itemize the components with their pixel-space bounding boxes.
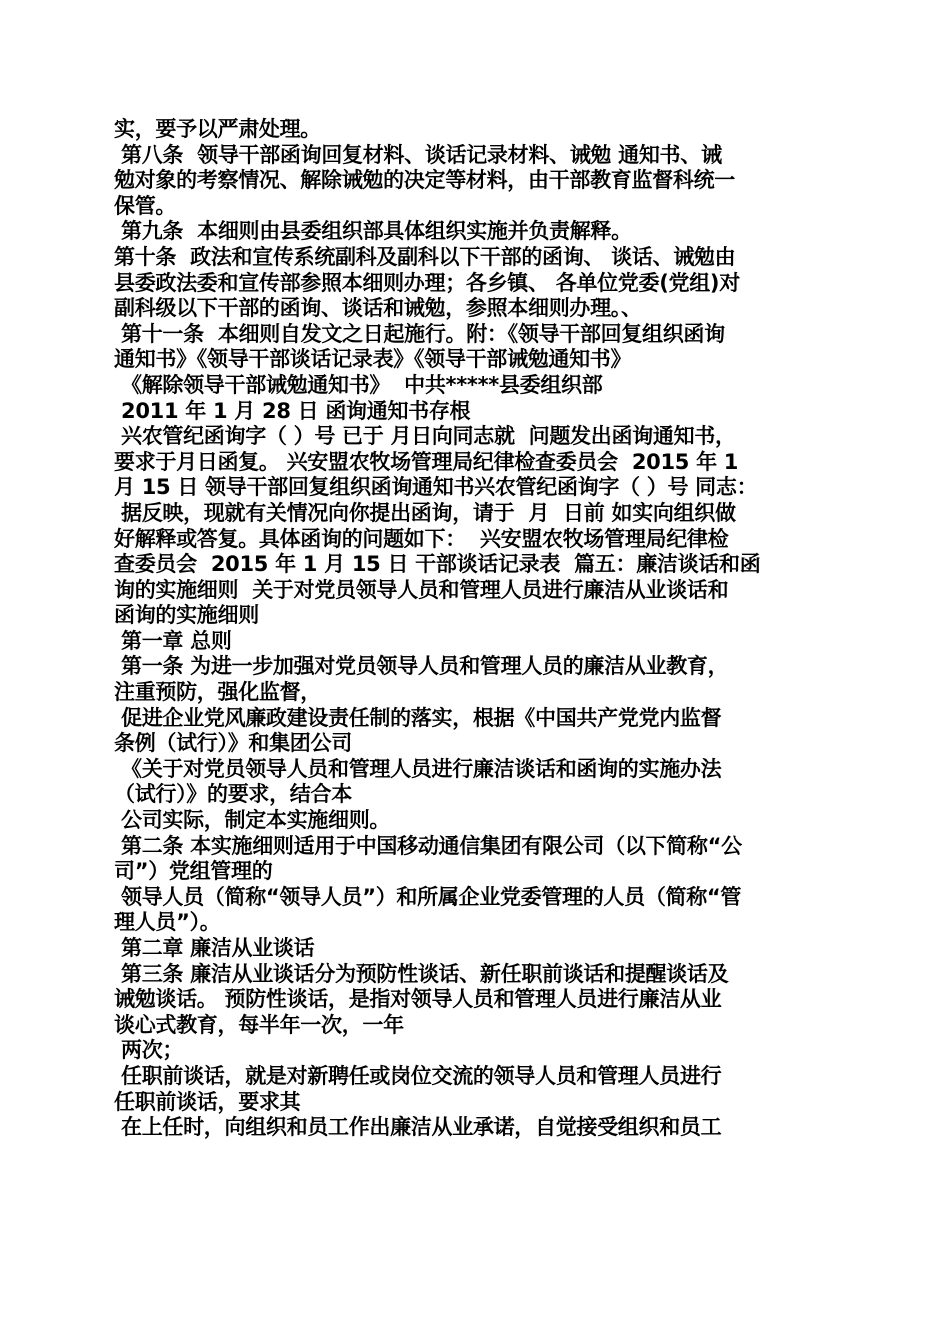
text-line: 注重预防，强化监督， — [114, 680, 321, 705]
text-line: 第一章 总则 — [114, 628, 232, 653]
text-line: 促进企业党风廉政建设责任制的落实，根据《中国共产党党内监督 — [114, 705, 722, 730]
text-line: 勉对象的考察情况、解除诫勉的决定等材料，由干部教育监督科统一 — [114, 168, 735, 193]
text-line: 《关于对党员领导人员和管理人员进行廉洁谈话和函询的实施办法 — [114, 756, 722, 781]
text-line: 县委政法委和宣传部参照本细则办理；各乡镇、 各单位党委(党组)对 — [114, 270, 740, 295]
text-line: 第九条 本细则由县委组织部具体组织实施并负责解释。 — [114, 219, 632, 244]
text-line: 条例（试行）》和集团公司 — [114, 731, 352, 756]
text-line: 兴农管纪函询字（ ）号 已于 月日向同志就 问题发出函询通知书， — [114, 424, 736, 449]
text-line: 实，要予以严肃处理。 — [114, 117, 321, 141]
text-line: （试行）》的要求，结合本 — [114, 782, 352, 807]
text-line: 第一条 为进一步加强对党员领导人员和管理人员的廉洁从业教育， — [114, 654, 729, 679]
text-line: 任职前谈话，要求其 — [114, 1089, 301, 1114]
text-line: 月 15 日 领导干部回复组织函询通知书兴农管纪函询字（ ）号 同志： — [114, 475, 758, 500]
text-line: 第二条 本实施细则适用于中国移动通信集团有限公司（以下简称“公 — [114, 833, 742, 858]
text-line: 第八条 领导干部函询回复材料、谈话记录材料、诫勉 通知书、诫 — [114, 142, 722, 167]
text-line: 保管。 — [114, 193, 177, 218]
text-line: 《解除领导干部诫勉通知书》 中共*****县委组织部 — [114, 372, 603, 397]
text-line: 函询的实施细则 — [114, 603, 259, 628]
text-line: 在上任时，向组织和员工作出廉洁从业承诺，自觉接受组织和员工 — [114, 1115, 722, 1140]
text-line: 司”）党组管理的 — [114, 859, 273, 884]
text-line: 第二章 廉洁从业谈话 — [114, 936, 315, 960]
text-line: 通知书》《领导干部谈话记录表》《领导干部诫勉通知书》 — [114, 347, 632, 372]
text-line: 好解释或答复。具体函询的问题如下： 兴安盟农牧场管理局纪律检 — [114, 526, 729, 551]
text-line: 查委员会 2015 年 1 月 15 日 干部谈话记录表 篇五：廉洁谈话和函 — [114, 552, 761, 577]
text-line: 任职前谈话，就是对新聘任或岗位交流的领导人员和管理人员进行 — [114, 1063, 722, 1088]
text-line: 第十一条 本细则自发文之日起施行。附：《领导干部回复组织函询 — [114, 321, 725, 346]
text-line: 要求于月日函复。 兴安盟农牧场管理局纪律检查委员会 2015 年 1 — [114, 449, 739, 474]
text-line: 2011 年 1 月 28 日 函询通知书存根 — [114, 398, 471, 423]
text-line: 副科级以下干部的函询、谈话和诫勉，参照本细则办理。、 — [114, 296, 642, 321]
text-line: 第十条 政法和宣传系统副科及副科以下干部的函询、 谈话、诫勉由 — [114, 244, 736, 269]
text-line: 据反映，现就有关情况向你提出函询，请于 月 日前 如实向组织做 — [114, 500, 736, 525]
text-line: 诫勉谈话。 预防性谈话，是指对领导人员和管理人员进行廉洁从业 — [114, 987, 722, 1012]
text-line: 两次； — [114, 1038, 184, 1063]
text-line: 谈心式教育，每半年一次，一年 — [114, 1012, 404, 1037]
text-line: 第三条 廉洁从业谈话分为预防性谈话、新任职前谈话和提醒谈话及 — [114, 961, 729, 986]
text-line: 理人员”）。 — [114, 910, 221, 935]
document-body — [114, 117, 844, 1141]
text-line: 领导人员（简称“领导人员”）和所属企业党委管理的人员（简称“管 — [114, 884, 742, 909]
text-line: 询的实施细则 关于对党员领导人员和管理人员进行廉洁从业谈话和 — [114, 577, 729, 602]
text-line: 公司实际，制定本实施细则。 — [114, 808, 391, 833]
